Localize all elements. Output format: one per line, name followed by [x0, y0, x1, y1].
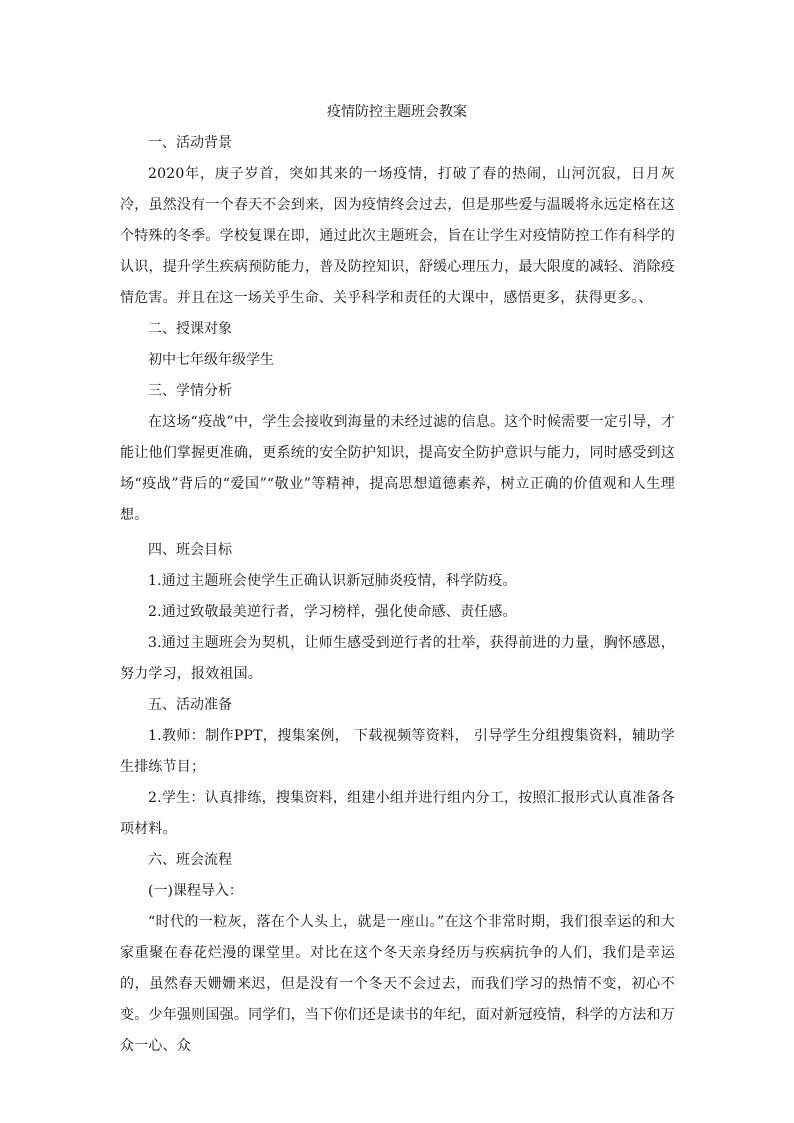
- document-body: [120, 128, 675, 1062]
- document-title: 疫情防控主题班会教案: [327, 104, 467, 120]
- goal-item: 2.通过致敬最美逆行者，学习榜样，强化使命感、责任感。: [148, 604, 517, 620]
- process-subheading-intro: (一)课程导入：: [148, 883, 243, 899]
- background-paragraph: 2020年，庚子岁首，突如其来的一场疫情，打破了春的热闹，山河沉寂，日月灰冷，虽然没有一个春天不会到来，因为疫情终会过去，但是那些爱与温暖将永远定格在这个特殊的冬季。学校复课在即，通过此次主题班会，旨在让学生对疫情防控工作有科学的认识，提升学生疾病预防能力，普及防控知识，舒缓心理压力，最大限度的减轻、消除疫情危害。并且在这一场关乎生命、关乎科学和责任的大课中，感悟更多，获得更多。、: [120, 166, 675, 306]
- analysis-paragraph: 在这场“疫战”中，学生会接收到海量的未经过滤的信息。这个时候需要一定引导，才能让他们掌握更准确，更系统的安全防护知识，提高安全防护意识与能力，同时感受到这场“疫战”背后的“爱国”“敬业”等精神，提高思想道德素养，树立正确的价值观和人生理想。: [120, 414, 675, 523]
- intro-paragraph: “时代的一粒灰，落在个人头上，就是一座山。”在这个非常时期，我们很幸运的和大家重聚在春花烂漫的课堂里。对比在这个冬天亲身经历与疾病抗争的人们，我们是幸运的，虽然春天姗姗来迟，但是没有一个冬天不会过去，而我们学习的热情不变，初心不变。少年强则国强。同学们，当下你们还是读书的年纪，面对新冠疫情，科学的方法和万众一心、众: [120, 914, 675, 1054]
- section-heading-process: 六、班会流程: [148, 852, 232, 868]
- goal-item: 1.通过主题班会使学生正确认识新冠肺炎疫情，科学防疫。: [148, 573, 517, 589]
- preparation-item: 2.学生：认真排练，搜集资料，组建小组并进行组内分工，按照汇报形式认真准备各项材料。: [120, 790, 675, 837]
- preparation-item: 1.教师：制作PPT，搜集案例， 下载视频等资料， 引导学生分组搜集资料，辅助学生排练节目；: [120, 728, 675, 775]
- section-heading-background: 一、活动背景: [148, 135, 232, 151]
- section-heading-goals: 四、班会目标: [148, 542, 232, 558]
- section-heading-audience: 二、授课对象: [148, 321, 232, 337]
- section-heading-preparation: 五、活动准备: [148, 697, 232, 713]
- goal-item: 3.通过主题班会为契机，让师生感受到逆行者的壮举，获得前进的力量，胸怀感恩，努力学习，报效祖国。: [120, 635, 675, 682]
- audience-text: 初中七年级年级学生: [148, 352, 274, 368]
- section-heading-analysis: 三、学情分析: [148, 383, 232, 399]
